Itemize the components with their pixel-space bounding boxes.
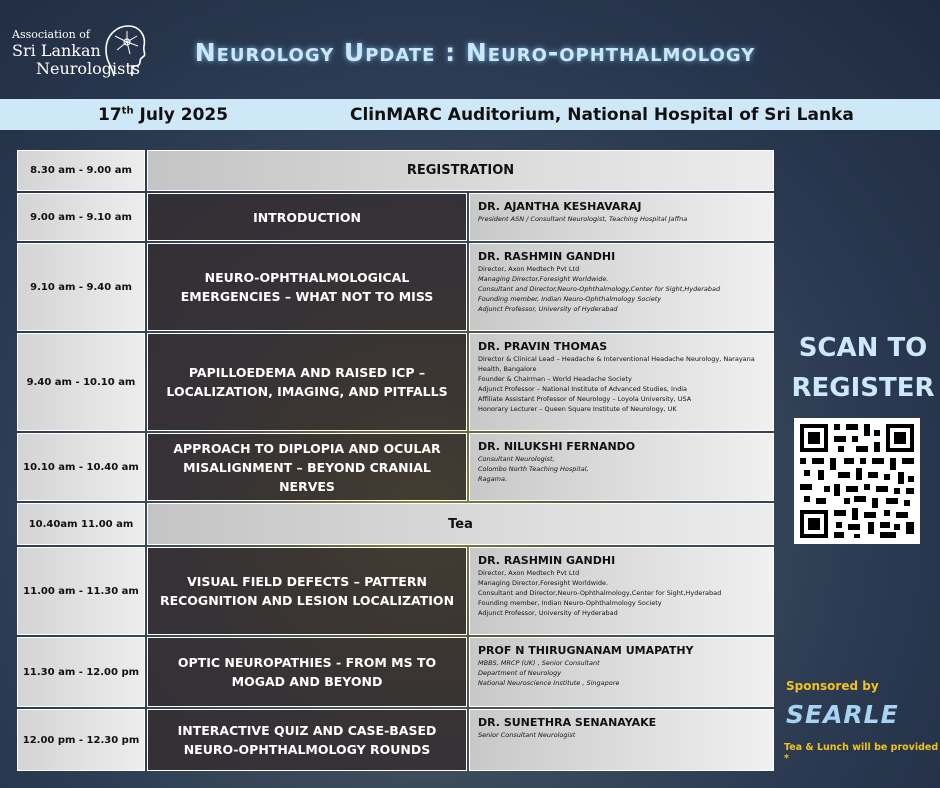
speaker-cell — [469, 433, 774, 501]
time-cell: 12.00 pm - 12.30 pm — [17, 709, 145, 771]
speaker-name: DR. RASHMIN GANDHI — [478, 250, 616, 263]
speaker-detail: Adjunct Professor, University of Hyderabad — [478, 609, 618, 617]
speaker-detail: Senior Consultant Neurologist — [478, 731, 576, 739]
speaker-name: PROF N THIRUGNANAM UMAPATHY — [478, 644, 694, 657]
topic-cell: INTERACTIVE QUIZ AND CASE-BASED NEURO-OPHTHALMOLOGY ROUNDS — [147, 709, 467, 771]
speaker-detail: Founding member, Indian Neuro-Ophthalmology Society — [478, 599, 662, 607]
registration-cell: REGISTRATION — [147, 150, 774, 191]
speaker-detail: Affiliate Assistant Professor of Neurology – Loyola University, USA — [478, 395, 692, 403]
qr-code-icon — [794, 418, 920, 544]
speaker-detail: Department of Neurology — [478, 669, 562, 677]
speaker-detail: Consultant and Director,Neuro-Ophthalmology,Center for Sight,Hyderabad — [478, 285, 721, 293]
time-cell: 10.40am 11.00 am — [17, 503, 145, 545]
speaker-detail: Director, Axon Medtech Pvt Ltd — [478, 265, 580, 273]
speaker-detail: Consultant and Director,Neuro-Ophthalmology,Center for Sight,Hyderabad — [478, 589, 722, 597]
speaker-detail: Adjunct Professor, University of Hyderabad — [478, 305, 618, 313]
speaker-cell — [469, 547, 774, 635]
registration-qr-code[interactable] — [794, 418, 920, 544]
speaker-name: DR. AJANTHA KESHAVARAJ — [478, 200, 642, 213]
event-date: 17th July 2025 — [98, 105, 229, 125]
time-cell: 9.10 am - 9.40 am — [17, 243, 145, 331]
time-cell: 9.00 am - 9.10 am — [17, 193, 145, 241]
tea-break-cell: Tea — [147, 503, 774, 545]
logo-line-3: Neurologists — [36, 59, 141, 78]
topic-cell: VISUAL FIELD DEFECTS – PATTERN RECOGNITION AND LESION LOCALIZATION — [147, 547, 467, 635]
speaker-name: DR. SUNETHRA SENANAYAKE — [478, 716, 657, 729]
topic-cell: APPROACH TO DIPLOPIA AND OCULAR MISALIGNMENT – BEYOND CRANIAL NERVES — [147, 433, 467, 501]
speaker-cell — [469, 709, 774, 771]
logo-line-1: Association of — [12, 28, 90, 41]
speaker-detail: Managing Director,Foresight Worldwide. — [478, 579, 609, 587]
speaker-cell — [469, 333, 774, 431]
speaker-cell — [469, 637, 774, 707]
topic-cell: OPTIC NEUROPATHIES - FROM MS TO MOGAD AND BEYOND — [147, 637, 467, 707]
time-cell: 8.30 am - 9.00 am — [17, 150, 145, 191]
scan-to-register-label: SCAN TO REGISTER — [791, 333, 935, 403]
speaker-name: DR. NILUKSHI FERNANDO — [478, 440, 636, 453]
date-venue-band — [0, 99, 940, 130]
speaker-detail: Founding member, Indian Neuro-Ophthalmology Society — [478, 295, 662, 303]
speaker-detail: National Neuroscience Institute , Singapore — [478, 679, 620, 687]
asn-logo — [12, 22, 152, 82]
time-cell: 11.00 am - 11.30 am — [17, 547, 145, 635]
topic-cell: PAPILLOEDEMA AND RAISED ICP – LOCALIZATION, IMAGING, AND PITFALLS — [147, 333, 467, 431]
speaker-detail: MBBS, MRCP (UK) , Senior Consultant — [478, 659, 600, 667]
speaker-detail: Managing Director,Foresight Worldwide. — [478, 275, 609, 283]
time-cell: 9.40 am - 10.10 am — [17, 333, 145, 431]
time-cell: 11.30 am - 12.00 pm — [17, 637, 145, 707]
topic-cell: INTRODUCTION — [147, 193, 467, 241]
speaker-cell — [469, 243, 774, 331]
sponsored-by-label: Sponsored by — [786, 679, 879, 693]
speaker-detail: Honorary Lecturer – Queen Square Institute of Neurology, UK — [478, 405, 677, 413]
speaker-cell — [469, 193, 774, 241]
speaker-detail: President ASN / Consultant Neurologist, Teaching Hospital Jaffna — [478, 215, 688, 223]
speaker-detail: Consultant Neurologist, — [478, 455, 555, 463]
speaker-name: DR. PRAVIN THOMAS — [478, 340, 608, 353]
speaker-detail: Director & Clinical Lead – Headache & Interventional Headache Neurology, Narayana Health, Bangalore — [478, 355, 755, 373]
speaker-detail: Colombo North Teaching Hospital, — [478, 465, 589, 473]
speaker-detail: Founder & Chairman – World Headache Society — [478, 375, 632, 383]
speaker-detail: Director, Axon Medtech Pvt Ltd — [478, 569, 580, 577]
speaker-detail: Ragama. — [478, 475, 507, 483]
brain-head-icon — [100, 22, 148, 78]
time-cell: 10.10 am - 10.40 am — [17, 433, 145, 501]
sponsor-logo: SEARLE — [786, 700, 899, 729]
catering-note: Tea & Lunch will be provided * — [784, 742, 939, 764]
logo-line-2: Sri Lankan — [12, 41, 101, 60]
speaker-name: DR. RASHMIN GANDHI — [478, 554, 616, 567]
topic-cell: NEURO-OPHTHALMOLOGICAL EMERGENCIES – WHAT NOT TO MISS — [147, 243, 467, 331]
event-title: Neurology Update : Neuro-ophthalmology — [194, 38, 756, 67]
event-venue: ClinMARC Auditorium, National Hospital of Sri Lanka — [350, 105, 854, 125]
speaker-detail: Adjunct Professor – National Institute of Advanced Studies, India — [478, 385, 688, 393]
